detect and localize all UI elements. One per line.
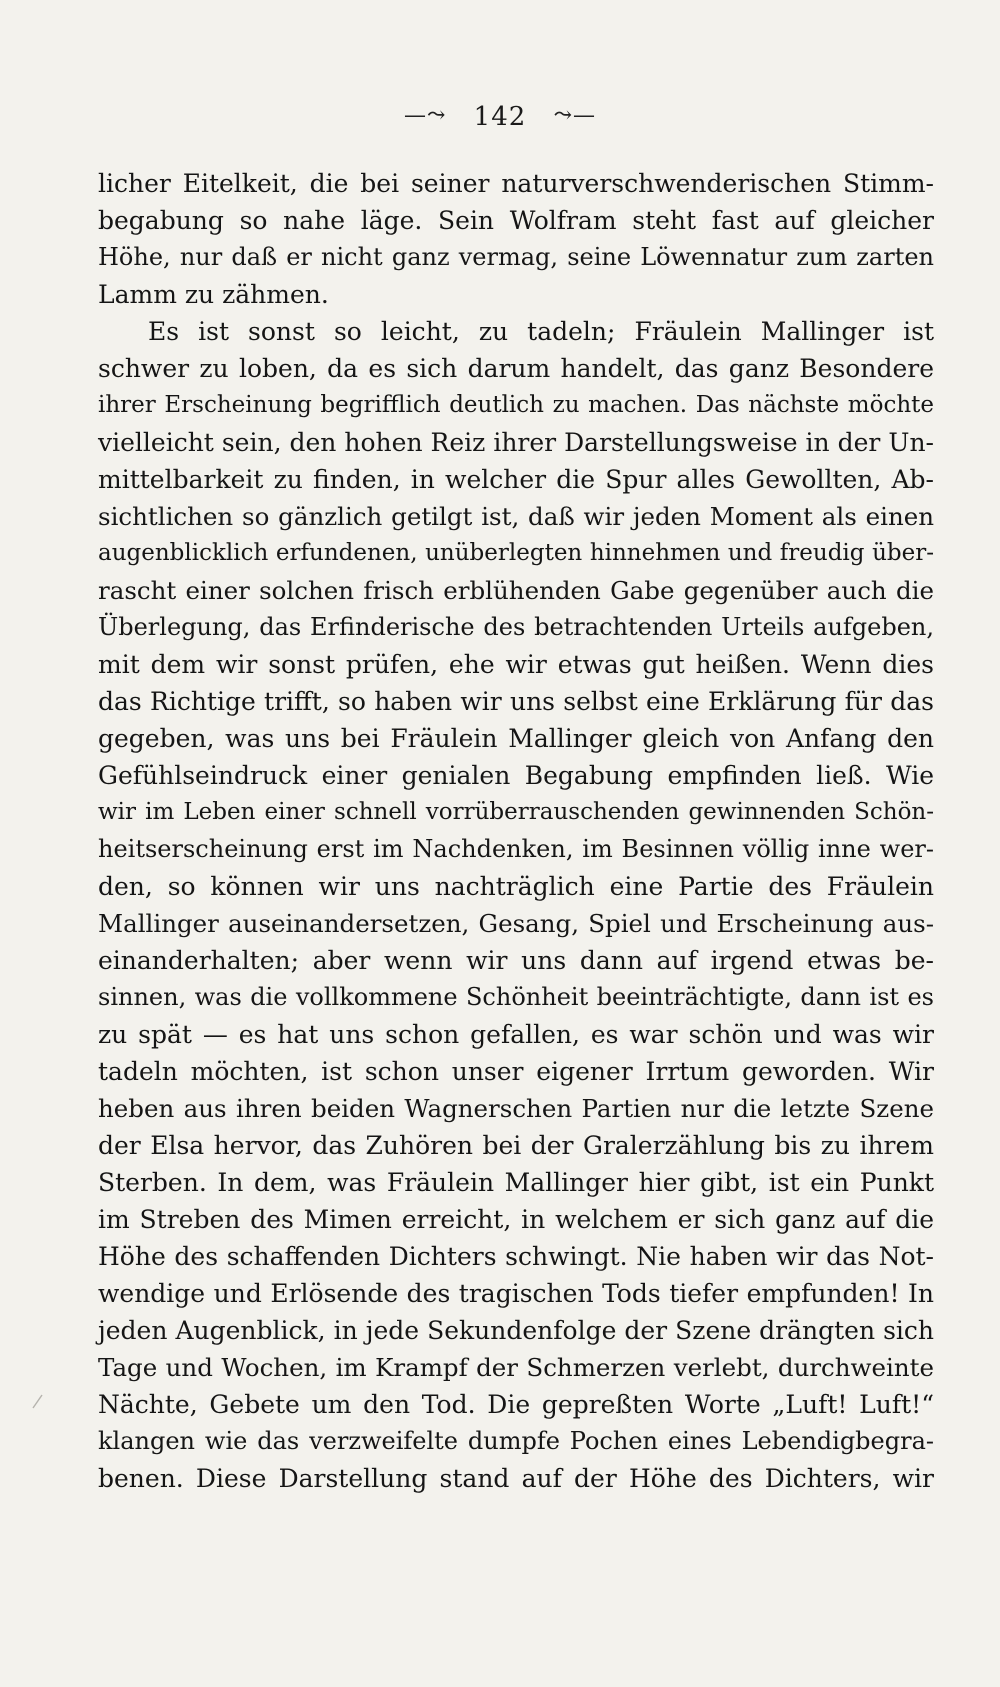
text-line: begabung so nahe läge. Sein Wolfram steht fast auf gleicher bbox=[98, 206, 934, 235]
body-text bbox=[98, 165, 934, 1497]
text-line: einanderhalten; aber wenn wir uns dann auf irgend etwas be- bbox=[98, 946, 934, 975]
text-line: Überlegung, das Erfinderische des betrachtenden Urteils aufgeben, bbox=[98, 613, 934, 641]
text-line: schwer zu loben, da es sich darum handelt, das ganz Besondere bbox=[98, 354, 934, 383]
text-line: rascht einer solchen frisch erblühenden Gabe gegenüber auch die bbox=[98, 576, 934, 605]
text-line: zu spät — es hat uns schon gefallen, es war schön und was wir bbox=[98, 1020, 934, 1049]
text-line: jeden Augenblick, in jede Sekundenfolge der Szene drängten sich bbox=[98, 1316, 934, 1345]
text-line: den, so können wir uns nachträglich eine Partie des Fräulein bbox=[98, 872, 934, 901]
text-line: klangen wie das verzweifelte dumpfe Pochen eines Lebendigbegra- bbox=[98, 1427, 934, 1455]
text-line: mit dem wir sonst prüfen, ehe wir etwas gut heißen. Wenn dies bbox=[98, 650, 934, 679]
text-line: gegeben, was uns bei Fräulein Mallinger gleich von Anfang den bbox=[98, 724, 934, 753]
text-line: im Streben des Mimen erreicht, in welchem er sich ganz auf die bbox=[98, 1205, 934, 1234]
text-line: Lamm zu zähmen. bbox=[98, 280, 329, 309]
text-line: augenblicklich erfundenen, unüberlegten hinnehmen und freudig über- bbox=[98, 540, 934, 566]
margin-pencil-mark bbox=[30, 1393, 44, 1415]
text-line: das Richtige trifft, so haben wir uns selbst eine Erklärung für das bbox=[98, 687, 934, 716]
text-line: Gefühlseindruck einer genialen Begabung empfinden ließ. Wie bbox=[98, 761, 934, 790]
pencil-mark-icon bbox=[30, 1393, 44, 1411]
right-ornament: ⤳— bbox=[553, 103, 597, 128]
text-line: licher Eitelkeit, die bei seiner naturverschwenderischen Stimm- bbox=[98, 169, 934, 198]
text-line: Sterben. In dem, was Fräulein Mallinger hier gibt, ist ein Punkt bbox=[98, 1168, 934, 1197]
text-line: Nächte, Gebete um den Tod. Die gepreßten Worte „Luft! Luft!“ bbox=[98, 1390, 934, 1419]
text-line: wir im Leben einer schnell vorrüberrauschenden gewinnenden Schön- bbox=[98, 799, 934, 825]
text-line: tadeln möchten, ist schon unser eigener Irrtum geworden. Wir bbox=[98, 1057, 934, 1086]
text-line: ihrer Erscheinung begrifflich deutlich zu machen. Das nächste möchte bbox=[98, 392, 934, 418]
text-line: Tage und Wochen, im Krampf der Schmerzen verlebt, durchweinte bbox=[98, 1353, 934, 1382]
page-number: 142 bbox=[473, 102, 527, 132]
text-line: sinnen, was die vollkommene Schönheit beeinträchtigte, dann ist es bbox=[98, 983, 934, 1011]
text-line: vielleicht sein, den hohen Reiz ihrer Darstellungsweise in der Un- bbox=[98, 428, 934, 457]
text-line: benen. Diese Darstellung stand auf der Höhe des Dichters, wir bbox=[98, 1464, 934, 1493]
text-line: mittelbarkeit zu finden, in welcher die Spur alles Gewollten, Ab- bbox=[98, 465, 934, 494]
text-line: Mallinger auseinandersetzen, Gesang, Spiel und Erscheinung aus- bbox=[98, 909, 934, 938]
text-line: heben aus ihren beiden Wagnerschen Partien nur die letzte Szene bbox=[98, 1094, 934, 1123]
page-header bbox=[0, 102, 1000, 132]
text-line: der Elsa hervor, das Zuhören bei der Gralerzählung bis zu ihrem bbox=[98, 1131, 934, 1160]
text-line: heitserscheinung erst im Nachdenken, im Besinnen völlig inne wer- bbox=[98, 835, 934, 863]
paragraph-start-line: Es ist sonst so leicht, zu tadeln; Fräulein Mallinger ist bbox=[148, 317, 934, 346]
text-line: Höhe, nur daß er nicht ganz vermag, seine Löwennatur zum zarten bbox=[98, 243, 934, 271]
left-ornament: —⤳ bbox=[403, 103, 447, 128]
text-line: sichtlichen so gänzlich getilgt ist, daß wir jeden Moment als einen bbox=[98, 502, 934, 531]
text-line: wendige und Erlösende des tragischen Tods tiefer empfunden! In bbox=[98, 1279, 934, 1308]
text-line: Höhe des schaffenden Dichters schwingt. Nie haben wir das Not- bbox=[98, 1242, 934, 1271]
